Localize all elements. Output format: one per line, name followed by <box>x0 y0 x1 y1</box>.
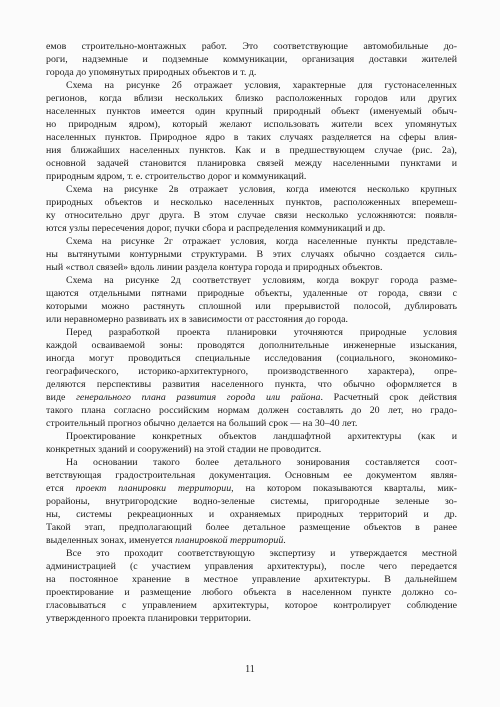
paragraph <box>46 326 457 430</box>
text-line: На основании такого более детального зонирования составляется соот- <box>66 457 457 468</box>
paragraph <box>46 183 457 235</box>
text-line: природных объектов и несколько населенных пунктов, расположенных вперемеш- <box>46 197 457 208</box>
body-text <box>46 40 457 625</box>
text-line: на постоянное хранение в местное управление архитектуры. В дальнейшем <box>46 574 457 585</box>
text-line: утвержденного проекта планировки территории. <box>46 613 251 624</box>
paragraph <box>46 235 457 274</box>
text-line: Такой этап, предполагающий более детальное размещение объектов в ранее <box>46 522 457 533</box>
text-line: географического, историко-архитектурного, производственного характера), опре- <box>46 366 457 377</box>
text-line: Схема на рисунке 2б отражает условия, характерные для густонаселенных <box>66 80 457 91</box>
paragraph <box>46 430 457 456</box>
paragraph <box>46 547 457 625</box>
text-line: Схема на рисунке 2г отражает условия, когда населенные пункты представле- <box>66 236 457 247</box>
text-line: щаются отдельными пятнами природные объекты, удаленные от города, связи с <box>46 288 457 299</box>
text-line: ются узлы пересечения дорог, пучки сбора и распределения коммуникаций и др. <box>46 223 386 234</box>
text-line: населенных пунктов имеется один крупный природный объект (именуемый обыч- <box>46 106 457 117</box>
text-line: строительный прогноз обычно делается на больший срок — на 30–40 лет. <box>46 418 358 429</box>
text-line: Все это проходит соответствующую экспертизу и утверждается местной <box>66 548 457 559</box>
text-line: населенных пунктов. Природное ядро в таких случаях разделяется на сферы влия- <box>46 132 457 143</box>
text-line: Схема на рисунке 2в отражает условия, когда имеются несколько крупных <box>66 184 457 195</box>
text-line: Проектирование конкретных объектов ландшафтной архитектуры (как и <box>66 431 457 442</box>
text-line: но природным ядром), который желают использовать жители всех упомянутых <box>46 119 457 130</box>
emphasized-term: планировкой территорий <box>175 535 284 546</box>
text-line: ется проект планировки территории, на котором показываются кварталы, мик- <box>46 483 458 494</box>
text-line: или неравномерно развивать их в зависимости от расстояния до города. <box>46 314 349 325</box>
text-line: города до упомянутых природных объектов и т. д. <box>46 67 257 78</box>
text-line: основной задачей становится планировка связей между населенными пунктами и <box>46 158 457 169</box>
text-line: ветствующая градостроительная документация. Основным ее документом являя- <box>46 470 457 481</box>
page-number: 11 <box>245 664 255 675</box>
text-line: регионов, когда вблизи нескольких близко расположенных городов или других <box>46 93 457 104</box>
paragraph <box>46 79 457 183</box>
text-line: виде генерального плана развития города или района. Расчетный срок действия <box>46 392 457 403</box>
text-line: такого плана согласно российским нормам должен составлять до 20 лет, но градо- <box>46 405 457 416</box>
text-line: администрацией (с участием управления архитектуры), после чего передается <box>46 561 457 572</box>
text-line: Перед разработкой проекта планировки уточняются природные условия <box>66 327 457 338</box>
text-line: рорайоны, внутригородские водно-зеленые системы, пригородные зеленые зо- <box>46 496 457 507</box>
text-line: ния ближайших населенных пунктов. Как и в предшествующем случае (рис. 2а), <box>46 145 457 156</box>
text-line: ны, системы рекреационных и охраняемых природных территорий и др. <box>46 509 457 520</box>
text-line: деляются перспективы развития населенного пункта, что обычно оформляется в <box>46 379 457 390</box>
text-line: иногда могут проводиться специальные исследования (социального, экономико- <box>46 353 457 364</box>
text-line: природным ядром, т. е. строительство дорог и коммуникаций. <box>46 171 307 182</box>
text-line: Схема на рисунке 2д соответствует условиям, когда вокруг города разме- <box>66 275 457 286</box>
paragraph <box>46 40 457 79</box>
paragraph <box>46 456 457 547</box>
text-line: роги, надземные и подземные коммуникации, организация доставки жителей <box>46 54 457 65</box>
text-line: которыми можно растянуть сплошной или прерывистой полосой, дублировать <box>46 301 457 312</box>
text-line: ный «ствол связей» вдоль линии раздела контура города и природных объектов. <box>46 262 383 273</box>
text-line: ку относительно друг друга. В этом случае связи несколько усложняются: появля- <box>46 210 457 221</box>
text-line: выделенных зонах, именуется планировкой территорий. <box>46 535 286 546</box>
text-line: конкретных зданий и сооружений) на этой стадии не проводится. <box>46 444 322 455</box>
paragraph <box>46 274 457 326</box>
text-line: емов строительно-монтажных работ. Это соответствующие автомобильные до- <box>46 41 457 52</box>
text-line: гласовываться с управлением архитектуры, которое контролирует соблюдение <box>46 600 457 611</box>
emphasized-term: проект планировки территории <box>75 483 232 494</box>
text-line: каждой осваиваемой зоны: проводятся дополнительные инженерные изыскания, <box>46 340 457 351</box>
text-line: проектирование и размещение любого объекта в населенном пункте должно со- <box>46 587 457 598</box>
text-line: ны вытянутыми контурными структурами. В этих случаях обычно создается силь- <box>46 249 457 260</box>
emphasized-term: генерального плана развития города или района <box>76 392 321 403</box>
